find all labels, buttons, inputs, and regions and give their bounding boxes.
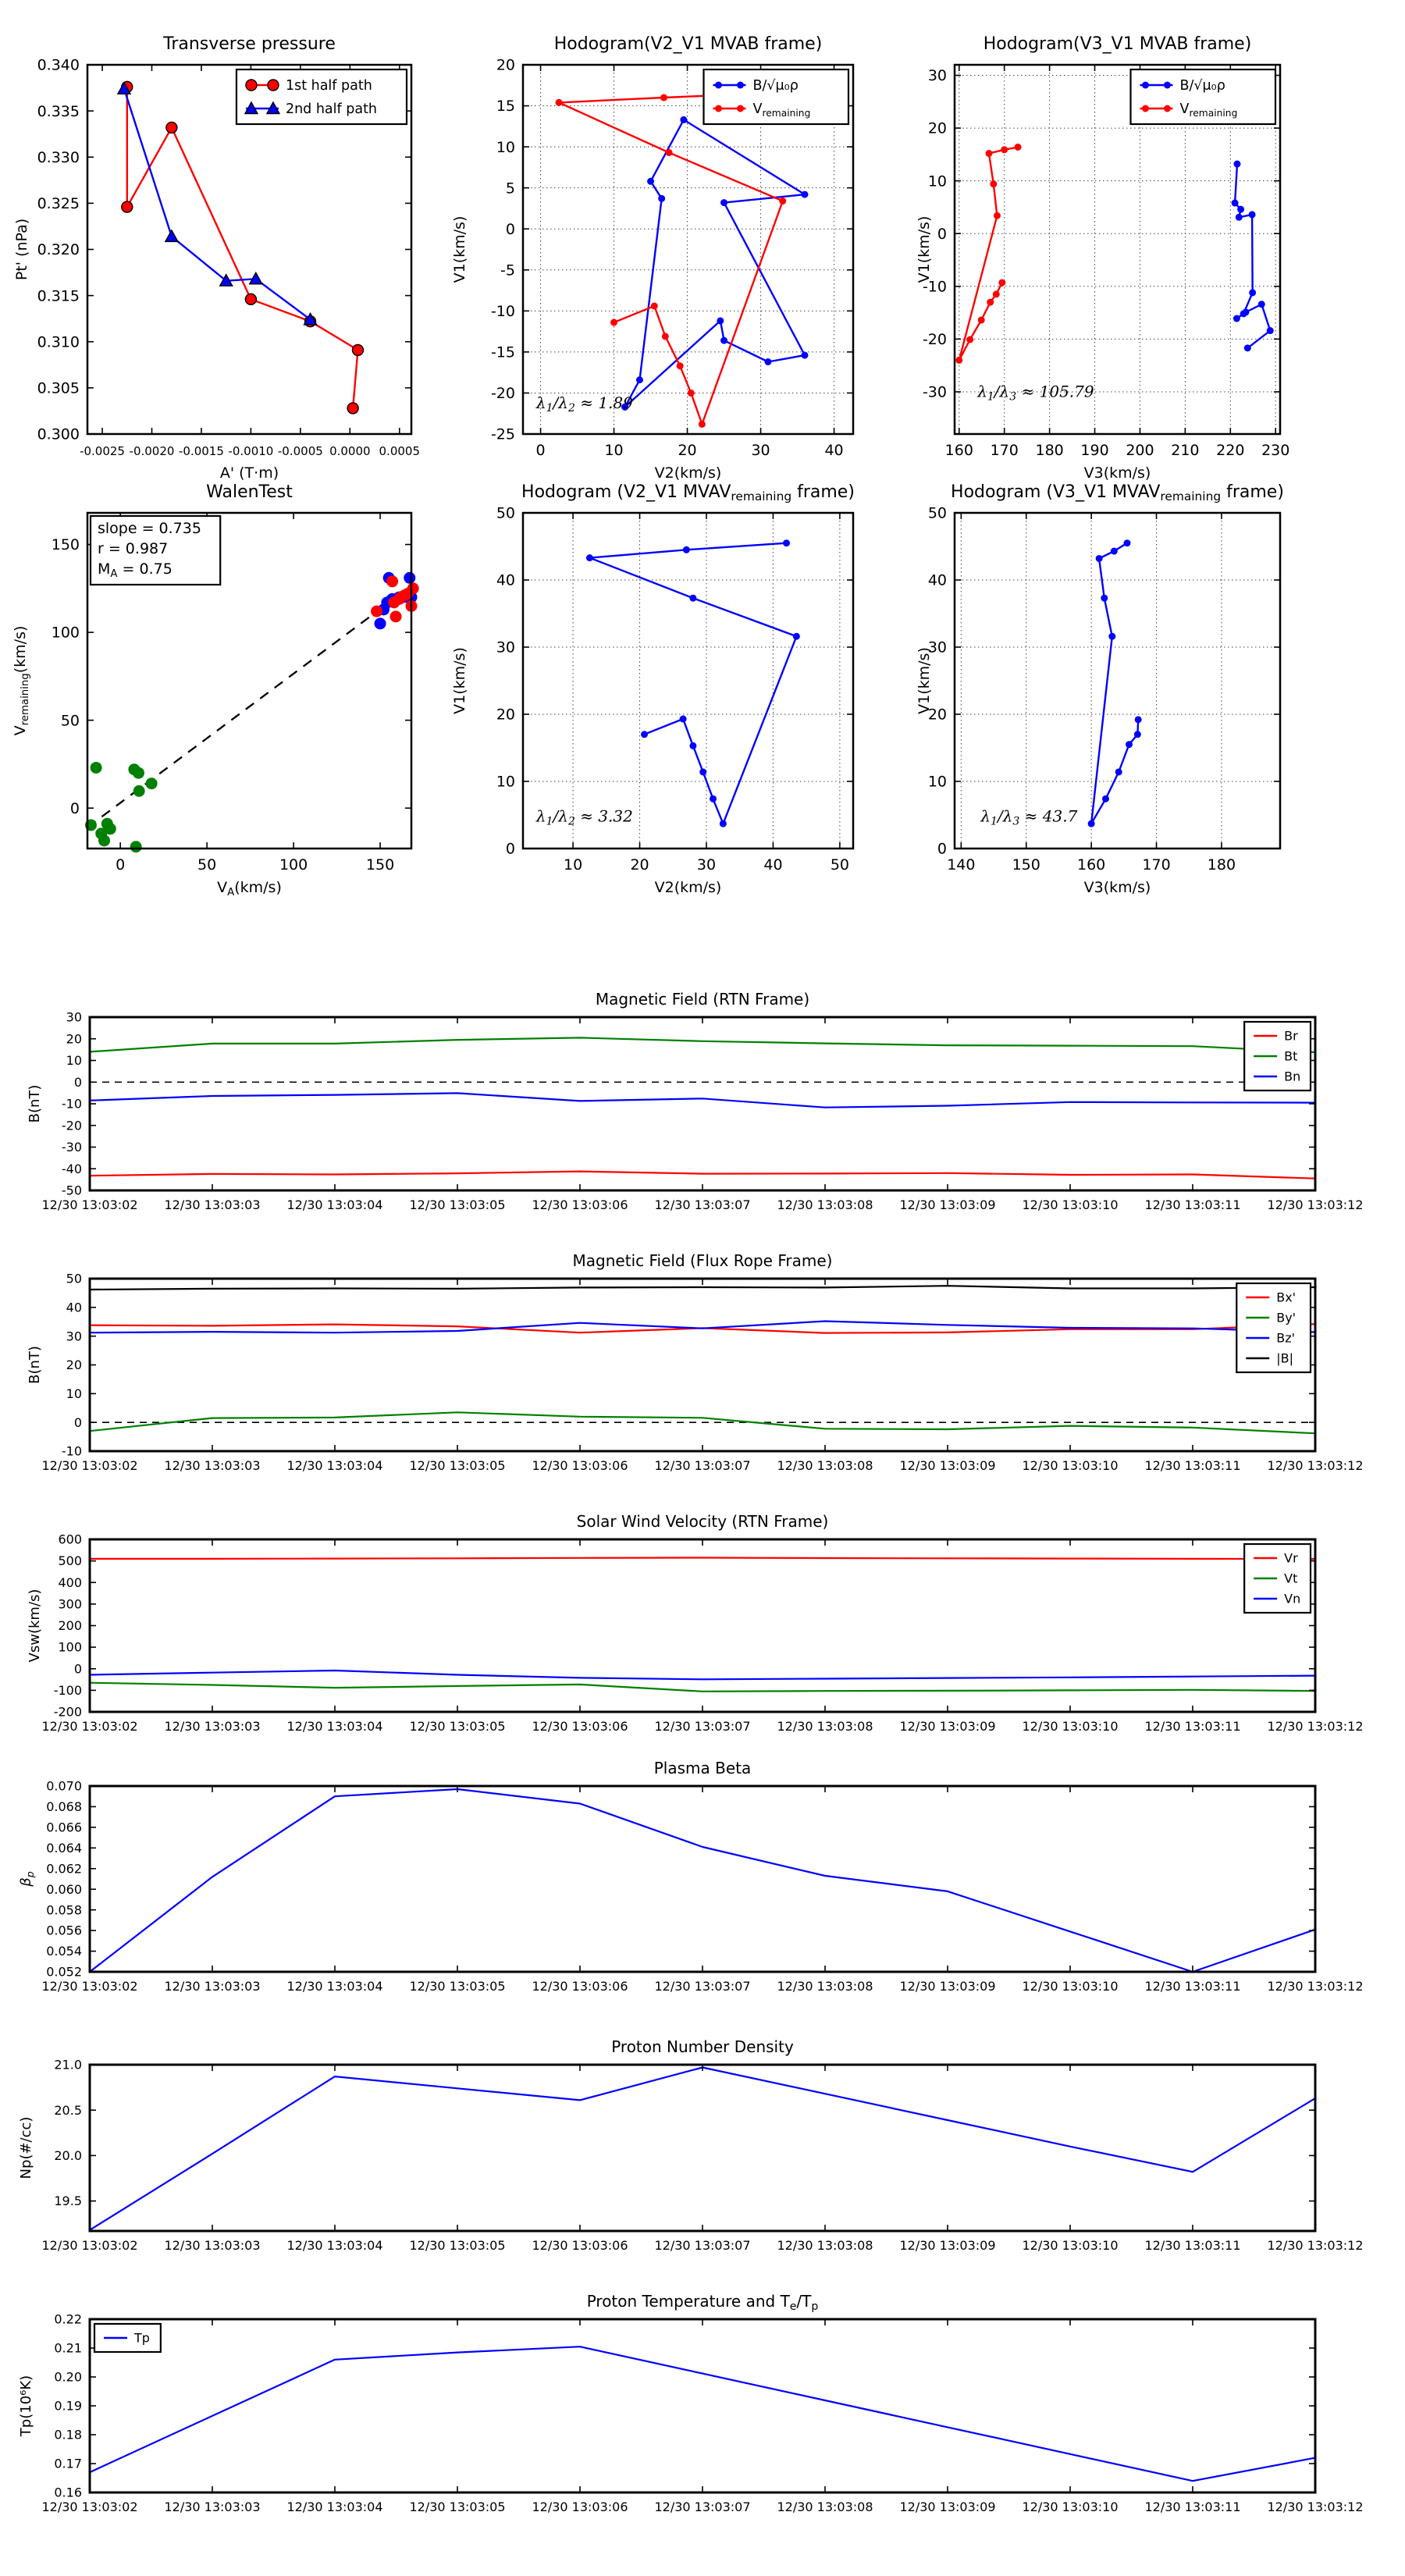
y-tick-label: 30 [927,67,947,85]
x-tick-label: 30 [751,442,770,459]
y-tick-label: 20 [66,1357,82,1373]
x-tick-label: 12/30 13:03:09 [899,1979,996,1994]
chart-magnetic-field-rtn [0,960,1405,1241]
y-tick-label: 0 [937,225,947,243]
transverse-pressure-ylabel: Pt' (nPa) [13,218,30,281]
magnetic-field-flux-rope-ylabel: B(nT) [27,1346,43,1384]
x-tick-label: 12/30 13:03:03 [164,1197,261,1212]
y-tick-label: 15 [496,98,515,116]
y-tick-label: 0.054 [46,1944,82,1959]
x-tick-label: 100 [279,856,308,873]
y-tick-label: 10 [927,173,947,190]
y-tick-label: 0.19 [54,2398,82,2414]
chart-walen-test [0,441,468,933]
y-tick-label: 0.315 [37,287,80,305]
y-tick-label: 20.0 [54,2147,82,2163]
y-tick-label: -10 [922,278,947,296]
legend-label: Vt [1284,1571,1298,1586]
y-tick-label: 50 [60,712,80,730]
y-tick-label: 0.064 [46,1840,82,1856]
y-tick-label: 30 [66,1329,82,1344]
y-tick-label: 10 [66,1386,82,1401]
x-tick-label: 12/30 13:03:12 [1267,1458,1364,1473]
legend-label: Vr [1284,1550,1298,1566]
legend-label: Bz' [1276,1330,1296,1346]
y-tick-label: 0.305 [37,379,80,397]
y-tick-label: 0.18 [54,2427,82,2443]
solar-wind-velocity-ylabel: Vsw(km/s) [27,1589,43,1663]
y-tick-label: 0 [73,1661,82,1677]
chart-plasma-beta [0,1713,1405,2010]
hodogram-v2v1-mvab-xlabel: V2(km/s) [654,464,722,482]
x-tick-label: 12/30 13:03:09 [899,1197,996,1212]
x-tick-label: 20 [630,856,649,873]
legend-label: 1st half path [285,78,372,94]
x-tick-label: 12/30 13:03:11 [1144,1719,1241,1734]
y-tick-label: -20 [490,385,515,403]
y-tick-label: 300 [58,1596,82,1612]
legend-label: B/√μ₀ρ [1179,78,1225,94]
x-tick-label: 12/30 13:03:11 [1144,2238,1241,2253]
x-tick-label: 12/30 13:03:05 [409,1979,506,1994]
x-tick-label: 12/30 13:03:02 [41,2238,138,2253]
hodogram-v2v1-mvab-legend [704,69,849,124]
x-tick-label: 230 [1261,442,1290,459]
y-tick-label: 0 [937,840,947,858]
x-tick-label: 12/30 13:03:07 [654,2500,751,2514]
proton-number-density-ylabel: Np(#/cc) [18,2116,34,2179]
x-tick-label: 190 [1080,442,1109,459]
x-tick-label: 12/30 13:03:11 [1144,1979,1241,1994]
y-tick-label: 0.060 [46,1881,82,1897]
y-tick-label: 0.325 [37,195,80,213]
x-tick-label: 12/30 13:03:04 [286,1979,383,1994]
y-tick-label: 0.056 [46,1923,82,1938]
magnetic-field-flux-rope-title: Magnetic Field (Flux Rope Frame) [572,1251,833,1270]
y-tick-label: 0.070 [46,1778,82,1794]
x-tick-label: 40 [824,442,844,459]
legend-label: By' [1276,1310,1297,1325]
y-tick-label: 50 [927,504,947,522]
solar-wind-velocity-title: Solar Wind Velocity (RTN Frame) [576,1512,829,1531]
x-tick-label: 12/30 13:03:05 [409,1719,506,1734]
y-tick-label: 150 [51,536,80,554]
x-tick-label: 12/30 13:03:07 [654,1719,751,1734]
y-tick-label: 10 [496,138,515,156]
y-tick-label: 10 [927,773,947,791]
y-tick-label: 21.0 [54,2057,82,2073]
x-tick-label: 12/30 13:03:10 [1022,1979,1119,1994]
x-tick-label: 10 [563,856,583,873]
y-tick-label: 0.20 [54,2369,82,2385]
y-tick-label: 40 [66,1300,82,1315]
walen-test-xlabel: $V_A(km/s)$ [217,879,282,898]
y-tick-label: 30 [927,639,947,656]
y-tick-label: 40 [496,571,515,589]
transverse-pressure-legend [237,69,407,124]
y-tick-label: 400 [58,1574,82,1590]
y-tick-label: 10 [66,1053,82,1069]
y-tick-label: 20 [496,56,515,74]
y-tick-label: 30 [66,1009,82,1025]
y-tick-label: 0.320 [37,241,80,259]
x-tick-label: 12/30 13:03:02 [41,1197,138,1212]
chart-hodogram-v3v1-mvav [905,441,1405,933]
y-tick-label: 0.300 [37,425,80,443]
y-tick-label: 0.16 [54,2485,82,2500]
x-tick-label: 12/30 13:03:09 [899,1719,996,1734]
y-tick-label: -30 [922,383,947,401]
legend-label: B/√μ₀ρ [752,78,799,94]
stats-line: slope = 0.735 [98,520,201,538]
plasma-beta-title: Plasma Beta [653,1759,752,1777]
magnetic-field-rtn-title: Magnetic Field (RTN Frame) [595,990,810,1009]
hodogram-v3v1-mvav-annotation: $\lambda_1/\lambda_3 \approx 43.7$ [980,806,1078,828]
hodogram-v3v1-mvav-ylabel: V1(km/s) [916,647,933,714]
x-tick-label: 0 [535,442,546,459]
y-tick-label: 5 [505,180,515,197]
x-tick-label: 50 [830,856,850,873]
x-tick-label: -0.0010 [228,444,274,458]
legend-label: Tp [134,2330,150,2346]
x-tick-label: 12/30 13:03:11 [1144,2500,1241,2514]
chart-hodogram-v3v1-mvab [905,0,1405,488]
x-tick-label: 12/30 13:03:07 [654,2238,751,2253]
legend-label: Vn [1284,1591,1301,1606]
x-tick-label: 12/30 13:03:06 [532,1197,628,1212]
legend-label: |B| [1276,1350,1294,1366]
x-tick-label: 12/30 13:03:10 [1022,1458,1119,1473]
walen-test-title: WalenTest [206,482,293,502]
proton-temperature-ylabel: Tp(10⁶K) [18,2375,34,2437]
y-tick-label: -10 [61,1096,82,1112]
x-tick-label: -0.0020 [129,444,175,458]
x-tick-label: 12/30 13:03:06 [532,1458,628,1473]
y-tick-label: 20 [927,706,947,724]
hodogram-v2v1-mvab-ylabel: V1(km/s) [451,215,468,283]
x-tick-label: 0.0000 [329,444,371,458]
x-tick-label: 12/30 13:03:10 [1022,1197,1119,1212]
x-tick-label: 12/30 13:03:04 [286,1458,383,1473]
y-tick-label: -10 [490,302,515,320]
hodogram-v2v1-mvav-xlabel: V2(km/s) [654,879,722,896]
x-tick-label: 12/30 13:03:12 [1267,1197,1364,1212]
x-tick-label: 12/30 13:03:02 [41,1979,138,1994]
y-tick-label: -15 [490,343,515,361]
y-tick-label: -5 [500,262,515,279]
solar-wind-velocity-legend [1244,1544,1311,1613]
y-tick-label: 0.068 [46,1799,82,1815]
hodogram-v2v1-mvav-title: Hodogram (V2_V1 MVAVremaining frame) [521,482,855,503]
transverse-pressure-title: Transverse pressure [163,34,336,54]
x-tick-label: 12/30 13:03:09 [899,2500,996,2514]
x-tick-label: 12/30 13:03:07 [654,1197,751,1212]
x-tick-label: 12/30 13:03:12 [1267,1979,1364,1994]
hodogram-v2v1-mvav-ylabel: V1(km/s) [451,647,468,714]
y-tick-label: 0 [505,840,515,858]
magnetic-field-rtn-ylabel: B(nT) [27,1084,43,1123]
y-tick-label: 20.5 [54,2102,82,2118]
legend-label: 2nd half path [285,101,378,118]
x-tick-label: -0.0025 [80,444,125,458]
y-tick-label: 0.066 [46,1820,82,1835]
x-tick-label: 12/30 13:03:05 [409,1458,506,1473]
legend-label: Br [1284,1028,1298,1044]
y-tick-label: -10 [61,1443,82,1459]
x-tick-label: 12/30 13:03:02 [41,2500,138,2514]
hodogram-v3v1-mvab-legend [1131,69,1276,124]
x-tick-label: 12/30 13:03:03 [164,2238,261,2253]
legend-label: $V_{remaining}$ [1179,101,1238,119]
x-tick-label: -0.0015 [178,444,224,458]
x-tick-label: 210 [1171,442,1200,459]
hodogram-v3v1-mvab-annotation: $\lambda_1/\lambda_3 \approx 105.79$ [977,382,1094,404]
hodogram-v3v1-mvab-xlabel: V3(km/s) [1083,464,1151,482]
x-tick-label: 50 [197,856,217,873]
x-tick-label: 150 [1012,856,1040,873]
x-tick-label: 12/30 13:03:04 [286,1719,383,1734]
y-tick-label: 40 [927,571,947,589]
x-tick-label: 12/30 13:03:11 [1144,1197,1241,1212]
y-tick-label: -40 [61,1161,82,1176]
x-tick-label: 12/30 13:03:03 [164,2500,261,2514]
y-tick-label: 19.5 [54,2194,82,2209]
x-tick-label: 12/30 13:03:06 [532,1979,628,1994]
x-tick-label: 170 [1142,856,1171,873]
legend-label: Bx' [1276,1290,1297,1305]
x-tick-label: 12/30 13:03:12 [1267,2238,1364,2253]
proton-temperature-legend [94,2324,161,2352]
x-tick-label: 10 [604,442,624,459]
y-tick-label: 0.340 [37,56,80,74]
x-tick-label: 140 [947,856,976,873]
y-tick-label: 100 [58,1639,82,1655]
chart-proton-number-density [0,1998,1405,2279]
y-tick-label: 50 [66,1271,82,1286]
x-tick-label: 12/30 13:03:12 [1267,2500,1364,2514]
x-tick-label: 12/30 13:03:08 [777,2500,873,2514]
hodogram-v3v1-mvav-title: Hodogram (V3_V1 MVAVremaining frame) [951,482,1284,503]
chart-magnetic-field-flux-rope [0,1222,1405,1503]
y-tick-label: 500 [58,1553,82,1569]
x-tick-label: 12/30 13:03:03 [164,1719,261,1734]
x-tick-label: 12/30 13:03:09 [899,1458,996,1473]
legend-label: Bn [1284,1069,1301,1084]
x-tick-label: 12/30 13:03:04 [286,2238,383,2253]
chart-hodogram-v2v1-mvab [437,0,921,488]
x-tick-label: 12/30 13:03:05 [409,1197,506,1212]
hodogram-v3v1-mvav-xlabel: V3(km/s) [1083,879,1151,896]
x-tick-label: 220 [1216,442,1245,459]
x-tick-label: 12/30 13:03:08 [777,1719,873,1734]
y-tick-label: 30 [496,639,515,656]
x-tick-label: 150 [365,856,395,873]
x-tick-label: 12/30 13:03:09 [899,2238,996,2253]
x-tick-label: 12/30 13:03:07 [654,1458,751,1473]
y-tick-label: 0 [73,1074,82,1090]
x-tick-label: 30 [696,856,717,873]
y-tick-label: -200 [53,1704,82,1720]
y-tick-label: 0.062 [46,1861,82,1877]
x-tick-label: 12/30 13:03:06 [532,2500,628,2514]
transverse-pressure-xlabel: A' (T·m) [219,464,279,482]
proton-temperature-title: Proton Temperature and $T_e/T_p$ [586,2292,819,2313]
x-tick-label: 12/30 13:03:04 [286,2500,383,2514]
y-tick-label: -25 [490,425,515,443]
x-tick-label: 12/30 13:03:11 [1144,1458,1241,1473]
x-tick-label: 12/30 13:03:05 [409,2238,506,2253]
y-tick-label: 600 [58,1532,82,1547]
y-tick-label: 200 [58,1618,82,1634]
y-tick-label: 20 [496,706,515,724]
x-tick-label: 12/30 13:03:12 [1267,1719,1364,1734]
plasma-beta-ylabel: $\beta_p$ [18,1871,36,1887]
y-tick-label: 0 [505,220,515,238]
x-tick-label: 12/30 13:03:05 [409,2500,506,2514]
y-tick-label: -20 [922,331,947,349]
x-tick-label: 12/30 13:03:03 [164,1458,261,1473]
y-tick-label: 0.335 [37,102,80,120]
x-tick-label: 12/30 13:03:02 [41,1458,138,1473]
proton-number-density-title: Proton Number Density [611,2037,794,2056]
x-tick-label: 12/30 13:03:08 [777,1979,873,1994]
x-tick-label: 200 [1126,442,1154,459]
y-tick-label: 20 [66,1031,82,1047]
y-tick-label: -100 [53,1682,82,1698]
chart-transverse-pressure [0,0,468,488]
y-tick-label: -20 [61,1118,82,1133]
y-tick-label: 50 [496,504,515,522]
y-tick-label: 100 [51,624,80,642]
x-tick-label: 12/30 13:03:10 [1022,2238,1119,2253]
x-tick-label: 180 [1207,856,1236,873]
hodogram-v2v1-mvav-annotation: $\lambda_1/\lambda_2 \approx 3.32$ [535,806,633,828]
y-tick-label: 0.21 [54,2340,82,2356]
x-tick-label: 0.0005 [379,444,421,458]
magnetic-field-rtn-legend [1244,1022,1311,1091]
x-tick-label: 40 [763,856,783,873]
x-tick-label: 20 [678,442,697,459]
y-tick-label: -30 [61,1140,82,1155]
hodogram-v2v1-mvab-annotation: $\lambda_1/\lambda_2 \approx 1.89$ [535,393,633,415]
x-tick-label: 170 [990,442,1019,459]
walen-test-ylabel: $V_{remaining}(km/s)$ [12,625,31,736]
x-tick-label: 160 [944,442,973,459]
y-tick-label: 0.22 [54,2311,82,2327]
legend-label: $V_{remaining}$ [752,101,811,119]
x-tick-label: 12/30 13:03:02 [41,1719,138,1734]
y-tick-label: 0.310 [37,333,80,351]
x-tick-label: 160 [1077,856,1106,873]
stats-line: $M_A = 0.75$ [98,560,173,581]
x-tick-label: 180 [1035,442,1064,459]
y-tick-label: 0 [69,799,80,817]
x-tick-label: 12/30 13:03:04 [286,1197,383,1212]
x-tick-label: 12/30 13:03:06 [532,2238,628,2253]
y-tick-label: 0.17 [54,2456,82,2471]
x-tick-label: 12/30 13:03:03 [164,1979,261,1994]
stats-line: r = 0.987 [98,540,169,558]
x-tick-label: 0 [116,856,126,873]
chart-proton-temperature [0,2260,1405,2572]
legend-label: Bt [1284,1048,1298,1064]
x-tick-label: 12/30 13:03:07 [654,1979,751,1994]
x-tick-label: 12/30 13:03:08 [777,1197,873,1212]
x-tick-label: 12/30 13:03:10 [1022,2500,1119,2514]
hodogram-v2v1-mvab-title: Hodogram(V2_V1 MVAB frame) [553,34,823,54]
x-tick-label: 12/30 13:03:08 [777,1458,873,1473]
y-tick-label: 10 [496,773,515,791]
hodogram-v3v1-mvab-title: Hodogram(V3_V1 MVAB frame) [983,34,1252,54]
x-tick-label: 12/30 13:03:08 [777,2238,873,2253]
x-tick-label: 12/30 13:03:10 [1022,1719,1119,1734]
y-tick-label: -50 [61,1183,82,1198]
hodogram-v3v1-mvab-ylabel: V1(km/s) [916,215,933,283]
chart-hodogram-v2v1-mvav [437,441,921,933]
x-tick-label: 12/30 13:03:06 [532,1719,628,1734]
magnetic-field-flux-rope-legend [1236,1283,1311,1372]
y-tick-label: 0.330 [37,148,80,166]
y-tick-label: 20 [927,119,947,137]
walen-test-stats-box [91,516,220,585]
x-tick-label: -0.0005 [277,444,323,458]
y-tick-label: 0.052 [46,1964,82,1980]
y-tick-label: 0 [73,1414,82,1430]
y-tick-label: 0.058 [46,1902,82,1918]
